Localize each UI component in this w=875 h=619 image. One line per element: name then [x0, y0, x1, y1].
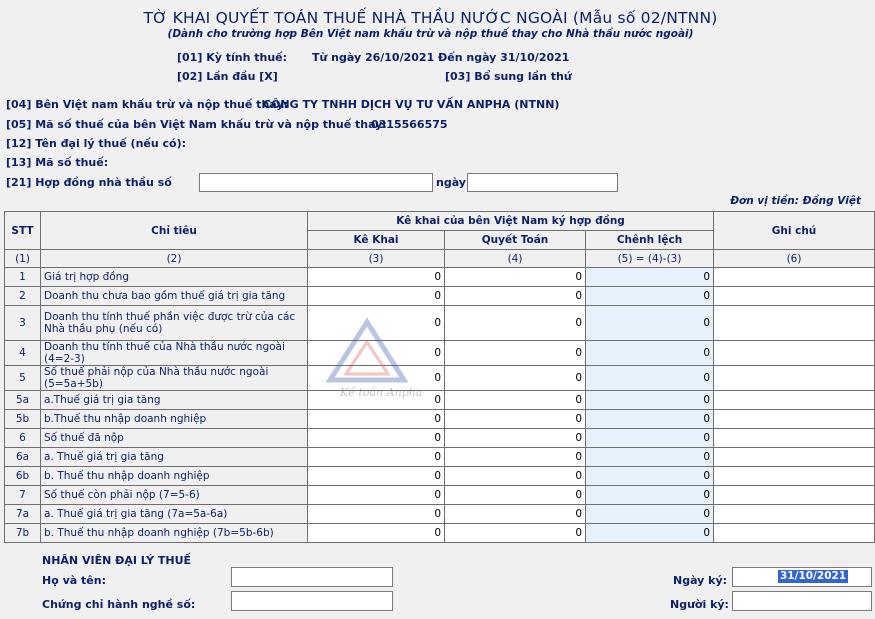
- note-cell[interactable]: [714, 341, 875, 366]
- table-row: [5, 287, 875, 306]
- note-cell[interactable]: [714, 287, 875, 306]
- agent-name-label: Họ và tên:: [42, 574, 106, 587]
- row-stt: 6a: [5, 448, 41, 467]
- table-row: [5, 524, 875, 543]
- f04-value: CÔNG TY TNHH DỊCH VỤ TƯ VẤN ANPHA (NTNN): [263, 98, 560, 111]
- header-indicator: Chỉ tiêu: [41, 212, 308, 250]
- declared-cell[interactable]: 0: [308, 524, 445, 543]
- form-subtitle: (Dành cho trường hợp Bên Việt nam khấu trừ và nộp thuế thay cho Nhà thầu nước ngoài): [167, 28, 694, 40]
- settlement-table: [4, 211, 875, 543]
- index-row: [5, 250, 875, 268]
- signer-label: Người ký:: [670, 598, 729, 611]
- difference-cell: 0: [586, 505, 714, 524]
- note-cell[interactable]: [714, 429, 875, 448]
- row-stt: 6: [5, 429, 41, 448]
- final-cell[interactable]: 0: [445, 448, 586, 467]
- agent-cert-input[interactable]: [231, 591, 393, 611]
- difference-cell: 0: [586, 391, 714, 410]
- period-value: Từ ngày 26/10/2021 Đến ngày 31/10/2021: [312, 51, 570, 64]
- index-cell: (2): [41, 250, 308, 268]
- row-indicator: b. Thuế thu nhập doanh nghiệp (7b=5b-6b): [41, 524, 308, 543]
- f12-label: [12] Tên đại lý thuế (nếu có):: [6, 137, 187, 150]
- difference-cell: 0: [586, 410, 714, 429]
- final-cell[interactable]: 0: [445, 306, 586, 341]
- difference-cell: 0: [586, 268, 714, 287]
- note-cell[interactable]: [714, 410, 875, 429]
- final-cell[interactable]: 0: [445, 268, 586, 287]
- f05-label: [05] Mã số thuế của bên Việt Nam khấu trừ và nộp thuế thay:: [6, 118, 387, 131]
- note-cell[interactable]: [714, 306, 875, 341]
- sign-date-value: 31/10/2021: [780, 570, 847, 582]
- row-stt: 3: [5, 306, 41, 341]
- row-indicator: Giá trị hợp đồng: [41, 268, 308, 287]
- header-declared: Kê Khai: [308, 231, 445, 250]
- row-indicator: a.Thuế giá trị gia tăng: [41, 391, 308, 410]
- row-indicator: Doanh thu chưa bao gồm thuế giá trị gia tăng: [41, 287, 308, 306]
- row-stt: 7a: [5, 505, 41, 524]
- note-cell[interactable]: [714, 524, 875, 543]
- declared-cell[interactable]: 0: [308, 410, 445, 429]
- row-stt: 6b: [5, 467, 41, 486]
- final-cell[interactable]: 0: [445, 410, 586, 429]
- final-cell[interactable]: 0: [445, 524, 586, 543]
- declared-cell[interactable]: 0: [308, 306, 445, 341]
- declared-cell[interactable]: 0: [308, 505, 445, 524]
- note-cell[interactable]: [714, 448, 875, 467]
- index-cell: (3): [308, 250, 445, 268]
- agent-heading: NHÂN VIÊN ĐẠI LÝ THUẾ: [42, 554, 192, 567]
- f21-label: [21] Hợp đồng nhà thầu số: [6, 176, 172, 189]
- difference-cell: 0: [586, 467, 714, 486]
- header-final: Quyết Toán: [445, 231, 586, 250]
- row-stt: 5a: [5, 391, 41, 410]
- row-stt: 4: [5, 341, 41, 366]
- declared-cell[interactable]: 0: [308, 287, 445, 306]
- declared-cell[interactable]: 0: [308, 391, 445, 410]
- sign-date-label: Ngày ký:: [673, 574, 728, 587]
- sign-date-input[interactable]: [732, 567, 872, 587]
- row-stt: 5b: [5, 410, 41, 429]
- agent-name-input[interactable]: [231, 567, 393, 587]
- table-row: [5, 429, 875, 448]
- difference-cell: 0: [586, 366, 714, 391]
- difference-cell: 0: [586, 306, 714, 341]
- signer-input[interactable]: [732, 591, 872, 611]
- row-stt: 5: [5, 366, 41, 391]
- row-indicator: Doanh thu tính thuế của Nhà thầu nước ngoài (4=2-3): [41, 341, 308, 366]
- agent-cert-label: Chứng chỉ hành nghề số:: [42, 598, 196, 611]
- index-cell: (6): [714, 250, 875, 268]
- header-difference: Chênh lệch: [586, 231, 714, 250]
- row-indicator: a. Thuế giá trị gia tăng (7a=5a-6a): [41, 505, 308, 524]
- currency-unit-label: Đơn vị tiền: Đồng Việt: [730, 195, 861, 207]
- row-stt: 7: [5, 486, 41, 505]
- anpha-logo-watermark: [322, 318, 423, 400]
- note-cell[interactable]: [714, 268, 875, 287]
- table-row: [5, 306, 875, 341]
- difference-cell: 0: [586, 287, 714, 306]
- row-stt: 1: [5, 268, 41, 287]
- difference-cell: 0: [586, 524, 714, 543]
- row-indicator: Số thuế phải nộp của Nhà thầu nước ngoài (5=5a+5b): [41, 366, 308, 391]
- f05-value: 0315566575: [371, 118, 448, 131]
- f13-label: [13] Mã số thuế:: [6, 156, 109, 169]
- row-indicator: Doanh thu tính thuế phần việc được trừ của các Nhà thầu phụ (nếu có): [41, 306, 308, 341]
- row-indicator: Số thuế đã nộp: [41, 429, 308, 448]
- contract-date-input[interactable]: [467, 173, 618, 192]
- row-stt: 7b: [5, 524, 41, 543]
- header-note: Ghi chú: [714, 212, 875, 250]
- period-label: [01] Kỳ tính thuế:: [177, 51, 288, 64]
- final-cell[interactable]: 0: [445, 341, 586, 366]
- difference-cell: 0: [586, 486, 714, 505]
- final-cell[interactable]: 0: [445, 287, 586, 306]
- note-cell[interactable]: [714, 505, 875, 524]
- contract-number-input[interactable]: [199, 173, 433, 192]
- table-row: [5, 391, 875, 410]
- form-title: TỜ KHAI QUYẾT TOÁN THUẾ NHÀ THẦU NƯỚC NGOÀI (Mẫu số 02/NTNN): [143, 9, 718, 27]
- first-time-label: [02] Lần đầu [X]: [177, 70, 278, 83]
- declared-cell[interactable]: 0: [308, 429, 445, 448]
- table-row: [5, 410, 875, 429]
- table-row: [5, 268, 875, 287]
- f21-date-label: ngày: [436, 176, 466, 189]
- row-stt: 2: [5, 287, 41, 306]
- difference-cell: 0: [586, 448, 714, 467]
- final-cell[interactable]: 0: [445, 391, 586, 410]
- index-cell: (1): [5, 250, 41, 268]
- declared-cell[interactable]: 0: [308, 467, 445, 486]
- difference-cell: 0: [586, 341, 714, 366]
- final-cell[interactable]: 0: [445, 505, 586, 524]
- row-indicator: Số thuế còn phải nộp (7=5-6): [41, 486, 308, 505]
- declared-cell[interactable]: 0: [308, 486, 445, 505]
- declared-cell[interactable]: 0: [308, 341, 445, 366]
- index-cell: (5) = (4)-(3): [586, 250, 714, 268]
- table-row: [5, 505, 875, 524]
- header-group: Kê khai của bên Việt Nam ký hợp đồng: [308, 212, 714, 231]
- header-stt: STT: [5, 212, 41, 250]
- row-indicator: a. Thuế giá trị gia tăng: [41, 448, 308, 467]
- table-row: [5, 467, 875, 486]
- f04-label: [04] Bên Việt nam khấu trừ và nộp thuế thay:: [6, 98, 288, 111]
- final-cell[interactable]: 0: [445, 429, 586, 448]
- declared-cell[interactable]: 0: [308, 366, 445, 391]
- final-cell[interactable]: 0: [445, 467, 586, 486]
- table-row: [5, 341, 875, 366]
- index-cell: (4): [445, 250, 586, 268]
- supplement-label: [03] Bổ sung lần thứ: [445, 70, 572, 83]
- table-row: [5, 448, 875, 467]
- table-row: [5, 486, 875, 505]
- declared-cell[interactable]: 0: [308, 268, 445, 287]
- watermark-text: Kế toán Anpha: [340, 386, 423, 399]
- table-row: [5, 366, 875, 391]
- row-indicator: b.Thuế thu nhập doanh nghiệp: [41, 410, 308, 429]
- note-cell[interactable]: [714, 486, 875, 505]
- note-cell[interactable]: [714, 366, 875, 391]
- final-cell[interactable]: 0: [445, 486, 586, 505]
- note-cell[interactable]: [714, 467, 875, 486]
- row-indicator: b. Thuế thu nhập doanh nghiệp: [41, 467, 308, 486]
- final-cell[interactable]: 0: [445, 366, 586, 391]
- declared-cell[interactable]: 0: [308, 448, 445, 467]
- note-cell[interactable]: [714, 391, 875, 410]
- difference-cell: 0: [586, 429, 714, 448]
